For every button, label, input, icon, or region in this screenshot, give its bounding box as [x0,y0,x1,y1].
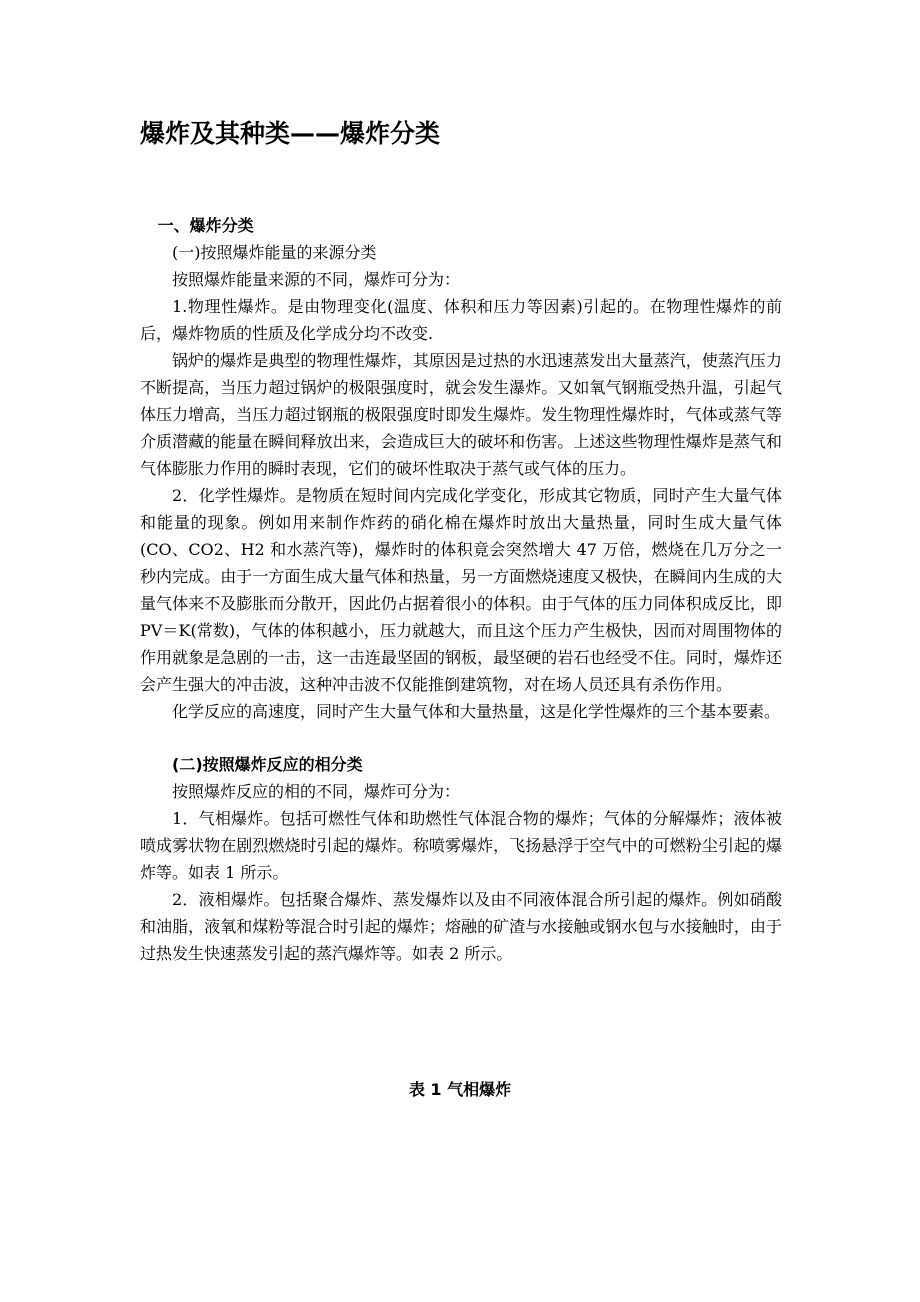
paragraph-three-elements: 化学反应的高速度，同时产生大量气体和大量热量，这是化学性爆炸的三个基本要素。 [172,702,781,721]
subsection-heading-reaction-phase: (二)按照爆炸反应的相分类 [172,755,363,774]
table-caption: 表 1 气相爆炸 [408,1080,512,1099]
paragraph-gas-phase: 1．气相爆炸。包括可燃性气体和助燃性气体混合物的爆炸；气体的分解爆炸；液体被喷成雾状物在剧烈燃烧时引起的爆炸。称喷雾爆炸，飞扬悬浮于空气中的可燃粉尘引起的爆炸等。如表 1 所示。 [140,809,782,882]
page-title: 爆炸及其种类——爆炸分类 [140,119,441,148]
paragraph-intro-energy: 按照爆炸能量来源的不同，爆炸可分为： [172,270,461,289]
document-body [140,212,782,967]
paragraph-intro-phase: 按照爆炸反应的相的不同，爆炸可分为： [172,782,461,801]
paragraph-chemical-explosion: 2．化学性爆炸。是物质在短时间内完成化学变化，形成其它物质，同时产生大量气体和能量的现象。例如用来制作炸药的硝化棉在爆炸时放出大量热量，同时生成大量气体(CO、CO2、H2 和水蒸汽等)，爆炸时的体积竟会突然增大 47 万倍，燃烧在几万分之一秒内完成。由于一方面生成大量气体和热量，另一方面燃烧速度又极快，在瞬间内生成的大量气体来不及膨胀而分散开，因此仍占据着很小的体积。由于气体的压力同体积成反比，即 PV＝K(常数)，气体的体积越小，压力就越大，而且这个压力产生极快，因而对周围物体的作用就象是急剧的一击，这一击连最坚固的钢板，最坚硬的岩石也经受不住。同时，爆炸还会产生强大的冲击波，这种冲击波不仅能推倒建筑物，对在场人员还具有杀伤作用。 [140,486,782,694]
section-heading: 一、爆炸分类 [157,216,254,235]
subsection-heading-energy-source: (一)按照爆炸能量的来源分类 [172,243,377,262]
paragraph-boiler-explosion: 锅炉的爆炸是典型的物理性爆炸，其原因是过热的水迅速蒸发出大量蒸汽，使蒸汽压力不断提高，当压力超过锅炉的极限强度时，就会发生瀑炸。又如氧气钢瓶受热升温，引起气体压力增高，当压力超过钢瓶的极限强度时即发生爆炸。发生物理性爆炸时，气体或蒸气等介质潜藏的能量在瞬间释放出来，会造成巨大的破坏和伤害。上述这些物理性爆炸是蒸气和气体膨胀力作用的瞬时表现，它们的破坏性取决于蒸气或气体的压力。 [140,351,782,478]
paragraph-liquid-phase: 2．液相爆炸。包括聚合爆炸、蒸发爆炸以及由不同液体混合所引起的爆炸。例如硝酸和油脂，液氧和煤粉等混合时引起的爆炸；熔融的矿渣与水接触或钢水包与水接触时，由于过热发生快速蒸发引起的蒸汽爆炸等。如表 2 所示。 [140,890,782,963]
paragraph-physical-explosion: 1.物理性爆炸。是由物理变化(温度、体积和压力等因素)引起的。在物理性爆炸的前后，爆炸物质的性质及化学成分均不改变. [140,297,782,343]
